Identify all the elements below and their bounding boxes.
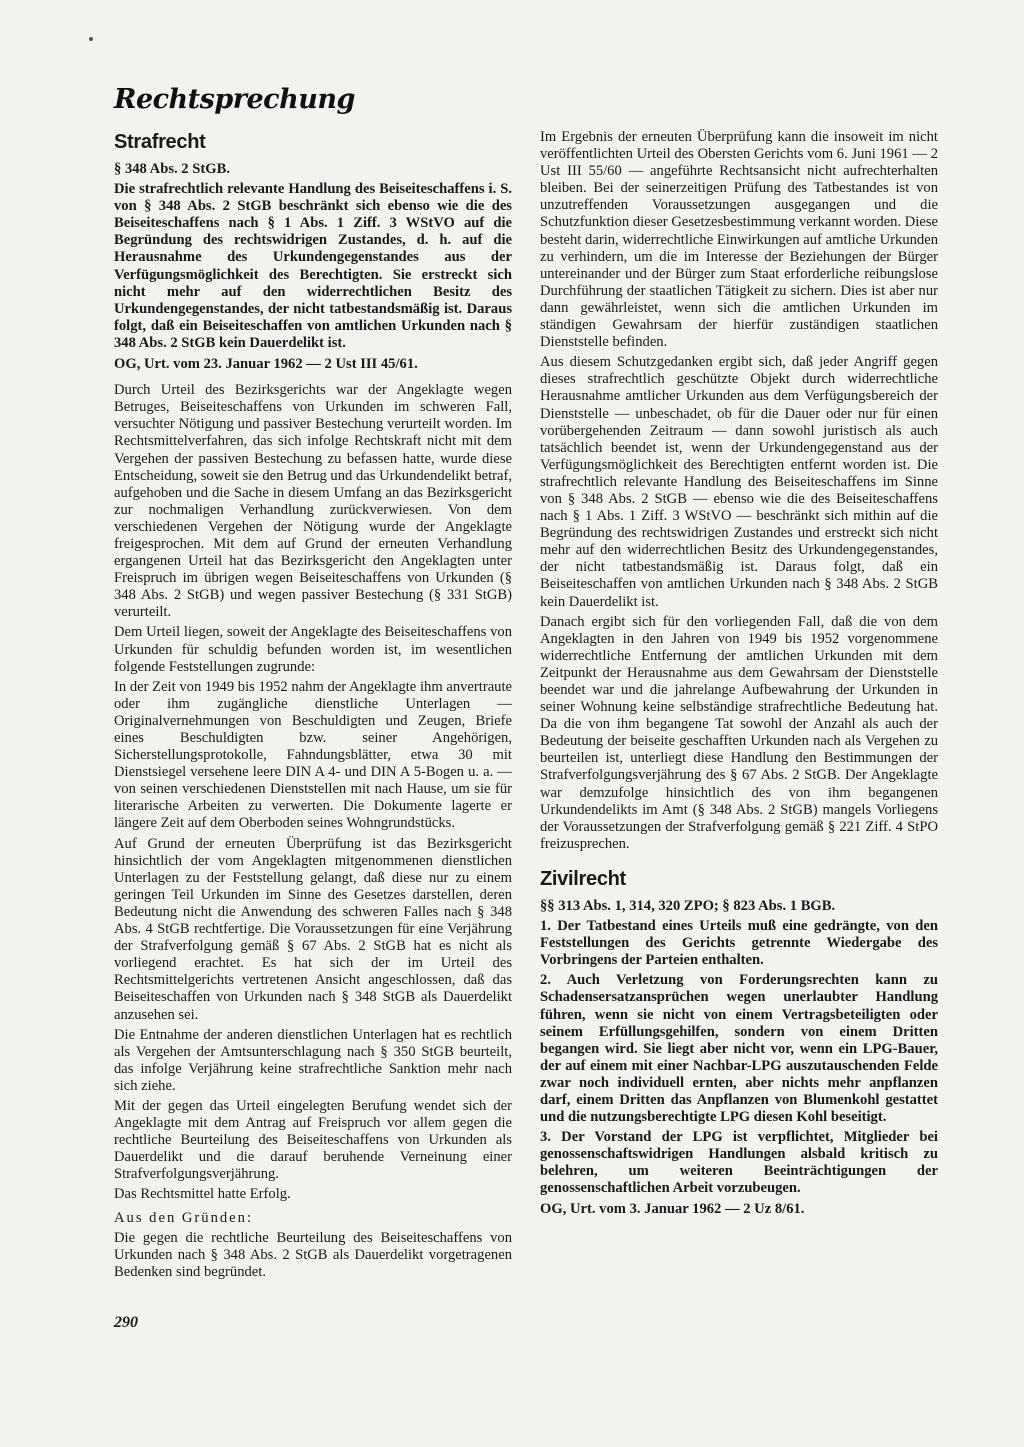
rubric-heading: Rechtsprechung bbox=[114, 84, 355, 115]
headnote: 2. Auch Verletzung von Forderungsrechten kann zu Schadensersatzansprüchen wegen unerlaubter Handlung führen, wenn sie nicht von einem Vertragsbeteiligten oder seinem Erfüllungsgehilfen, sondern von einem Dritten begangen wird. Sie liegt aber nicht vor, wenn ein LPG-Bauer, der auf einem mit einer Nachbar-LPG auszutauschenden Felde zwar noch individuell ernten, aber nichts mehr anpflanzen darf, einem Dritten das Anpflanzen von Blumenkohl gestattet und die nutzungsberechtigte LPG diesen Kohl beseitigt. bbox=[540, 972, 938, 1126]
court-citation: OG, Urt. vom 3. Januar 1962 — 2 Uz 8/61. bbox=[540, 1200, 805, 1217]
right-column bbox=[540, 129, 938, 1221]
body-paragraph: Aus diesem Schutzgedanken ergibt sich, daß jeder Angriff gegen dieses strafrechtlich geschützte Objekt durch widerrechtliche Herausnahme amtlicher Urkunden aus dem Verfügungsbereich der Dienststelle — unbeschadet, ob für die Dauer oder nur für einen vorübergehenden Zeitraum — dann sowohl juristisch als auch tatsächlich beendet ist, wenn der Urkundengegenstand aus der Verfügungsmöglichkeit des Berechtigten entfernt worden ist. Die strafrechtlich relevante Handlung des Beiseiteschaffens im Sinne von § 348 Abs. 2 StGB — ebenso wie die des Beiseiteschaffens nach § 1 Abs. 1 Ziff. 3 WStVO — beschränkt sich mithin auf die Begründung des rechtswidrigen Zustandes und erstreckt sich nicht mehr auf den widerrechtlichen Besitz des Urkundengegenstandes, der nicht tatbestandsmäßig ist. Daraus folgt, daß ein Beiseiteschaffen von amtlichen Urkunden nach § 348 Abs. 2 StGB kein Dauerdelikt ist. bbox=[540, 354, 938, 610]
body-paragraph: Die gegen die rechtliche Beurteilung des Beiseiteschaffens von Urkunden nach § 348 Abs. 2 StGB als Dauerdelikt vorgetragenen Bedenken sind begründet. bbox=[114, 1229, 512, 1280]
reasons-heading: Aus den Gründen: bbox=[114, 1209, 254, 1226]
headnote: 3. Der Vorstand der LPG ist verpflichtet, Mitglieder bei genossenschaftswidrigen Handlungen alsbald kritisch zu belehren, um weiteren Beeinträchtigungen der genossenschaftlichen Arbeit vorzubeugen. bbox=[540, 1129, 938, 1197]
body-paragraph: Dem Urteil liegen, soweit der Angeklagte des Beiseiteschaffens von Urkunden für schuldig befunden worden ist, im wesentlichen folgende Feststellungen zugrunde: bbox=[114, 624, 512, 675]
headnote: 1. Der Tatbestand eines Urteils muß eine gedrängte, von den Feststellungen des Gerichts getrennte Wiedergabe des Vorbringens der Parteien enthalten. bbox=[540, 918, 938, 969]
court-citation: OG, Urt. vom 23. Januar 1962 — 2 Ust III 45/61. bbox=[114, 356, 418, 373]
section-title-strafrecht: Strafrecht bbox=[114, 131, 206, 153]
left-column bbox=[114, 128, 512, 1284]
body-paragraph: Durch Urteil des Bezirksgerichts war der Angeklagte wegen Betruges, Beiseiteschaffens von Urkunden im schweren Fall, versuchter Nötigung und passiver Bestechung verurteilt worden. Im Rechtsmittelverfahren, das sich infolge Rechtskraft nicht mit dem Vergehen der passiven Bestechung zu befassen hatte, wurde diese Entscheidung, soweit sie den Betrug und das Urkundendelikt betraf, aufgehoben und die Sache in diesem Umfang an das Bezirksgericht zur nochmaligen Verhandlung zurückverwiesen. Von dem verschiedenen Vergehen der Nötigung wurde der Angeklagte freigesprochen. Mit dem auf Grund der erneuten Verhandlung ergangenen Urteil hat das Bezirksgericht den Angeklagten unter Freispruch im übrigen wegen Beiseiteschaffens von Urkunden (§ 348 Abs. 2 StGB) und wegen passiver Bestechung (§ 331 StGB) verurteilt. bbox=[114, 382, 512, 621]
body-paragraph: Die Entnahme der anderen dienstlichen Unterlagen hat es rechtlich als Vergehen der Amtsunterschlagung nach § 350 StGB beurteilt, das infolge Verjährung keine strafrechtliche Sanktion mehr nach sich ziehe. bbox=[114, 1026, 512, 1094]
body-paragraph: Auf Grund der erneuten Überprüfung ist das Bezirksgericht hinsichtlich der vom Angeklagten mitgenommenen dienstlichen Unterlagen zu der Feststellung gelangt, daß diese nur zu einem geringen Teil Urkunden im Sinne des Gesetzes darstellen, deren Bedeutung nicht die Anwendung des schweren Falles nach § 348 Abs. 4 StGB rechtfertige. Die Voraussetzungen für eine Verjährung der Strafverfolgung gemäß § 67 Abs. 2 StGB hat es nicht als vorliegend erachtet. Es hat sich der im Urteil des Rechtsmittelgerichts vertretenen Ansicht angeschlossen, daß das Beiseiteschaffen von Urkunden nach § 348 StGB als Dauerdelikt anzusehen sei. bbox=[114, 835, 512, 1023]
scan-speck bbox=[89, 37, 93, 41]
body-paragraph: Mit der gegen das Urteil eingelegten Berufung wendet sich der Angeklagte mit dem Antrag auf Freispruch vor allem gegen die rechtliche Beurteilung des Beiseiteschaffens von Urkunden als Dauerdelikt und die darauf beruhende Verneinung einer Strafverfolgungsverjährung. bbox=[114, 1097, 512, 1183]
headnote: Die strafrechtlich relevante Handlung des Beiseiteschaffens i. S. von § 348 Abs. 2 StGB beschränkt sich ebenso wie die des Beiseiteschaffens nach § 1 Abs. 1 Ziff. 3 WStVO auf die Begründung des rechtswidrigen Zustandes, d. h. auf die Herausnahme des Urkundengegenstandes aus der Verfügungsmöglichkeit des Berechtigten. Sie erstreckt sich nicht mehr auf den widerrechtlichen Besitz des Urkundengegenstandes, der nicht tatbestandsmäßig ist. Daraus folgt, daß ein Beiseiteschaffen von amtlichen Urkunden nach § 348 Abs. 2 StGB kein Dauerdelikt ist. bbox=[114, 181, 512, 351]
body-paragraph: In der Zeit von 1949 bis 1952 nahm der Angeklagte ihm anvertraute oder ihm zugängliche dienstliche Unterlagen — Originalvernehmungen von Beschuldigten und Zeugen, Briefe eines Beschuldigten bzw. seiner Angehörigen, Sicherstellungsprotokolle, Fahndungsblätter, etwa 30 mit Dienstsiegel versehene leere DIN A 4- und DIN A 5-Bogen u. a. — von seinen verschiedenen Dienststellen mit nach Hause, um sie für literarische Arbeiten zu verwerten. Die Dokumente lagerte er längere Zeit auf dem Oberboden seines Wohngrundstücks. bbox=[114, 678, 512, 832]
body-paragraph: Das Rechtsmittel hatte Erfolg. bbox=[114, 1186, 291, 1203]
page-number: 290 bbox=[114, 1314, 138, 1331]
law-reference: §§ 313 Abs. 1, 314, 320 ZPO; § 823 Abs. 1 BGB. bbox=[540, 897, 836, 914]
body-paragraph: Im Ergebnis der erneuten Überprüfung kann die insoweit im nicht veröffentlichten Urteil des Obersten Gerichts vom 6. Juni 1961 — 2 Ust III 55/60 — angeführte Rechtsansicht nicht aufrechterhalten bleiben. Bei der seinerzeitigen Prüfung des Tatbestandes ist von unzutreffenden Voraussetzungen ausgegangen und die Schutzfunktion dieser Gesetzesbestimmung verkannt worden. Diese besteht darin, widerrechtliche Einwirkungen auf amtliche Urkunden zu verhindern, um die im Interesse der Beziehungen der Bürger untereinander und der Bürger zum Staat erforderliche reibungslose Durchführung der staatlichen Tätigkeit zu sichern. Dies ist aber nur dann gewährleistet, wenn sich die amtlichen Urkunden im ständigen Gewahrsam der hierfür zuständigen staatlichen Dienststelle befinden. bbox=[540, 129, 938, 351]
body-paragraph: Danach ergibt sich für den vorliegenden Fall, daß die von dem Angeklagten in den Jahren von 1949 bis 1952 vorgenommene widerrechtliche Entfernung der amtlichen Urkunden mit dem Zeitpunkt der Herausnahme aus dem Gewahrsam der Dienststelle beendet war und die jahrelange Aufbewahrung der Urkunden in seiner Wohnung keine selbständige strafrechtliche Bedeutung hat. Da die von ihm begangene Tat sowohl der Anzahl als auch der Bedeutung der beiseite geschafften Urkunden nach als Vergehen zu beurteilen ist, unterliegt diese Handlung den Bestimmungen der Strafverfolgungsverjährung des § 67 Abs. 2 StGB. Der Angeklagte war demzufolge hinsichtlich des von ihm begangenen Urkundendelikts im Amt (§ 348 Abs. 2 StGB) mangels Vorliegens der Voraussetzungen der Strafverfolgung gemäß § 221 Ziff. 4 StPO freizusprechen. bbox=[540, 613, 938, 852]
section-title-zivilrecht: Zivilrecht bbox=[540, 867, 626, 890]
law-reference: § 348 Abs. 2 StGB. bbox=[114, 161, 230, 177]
